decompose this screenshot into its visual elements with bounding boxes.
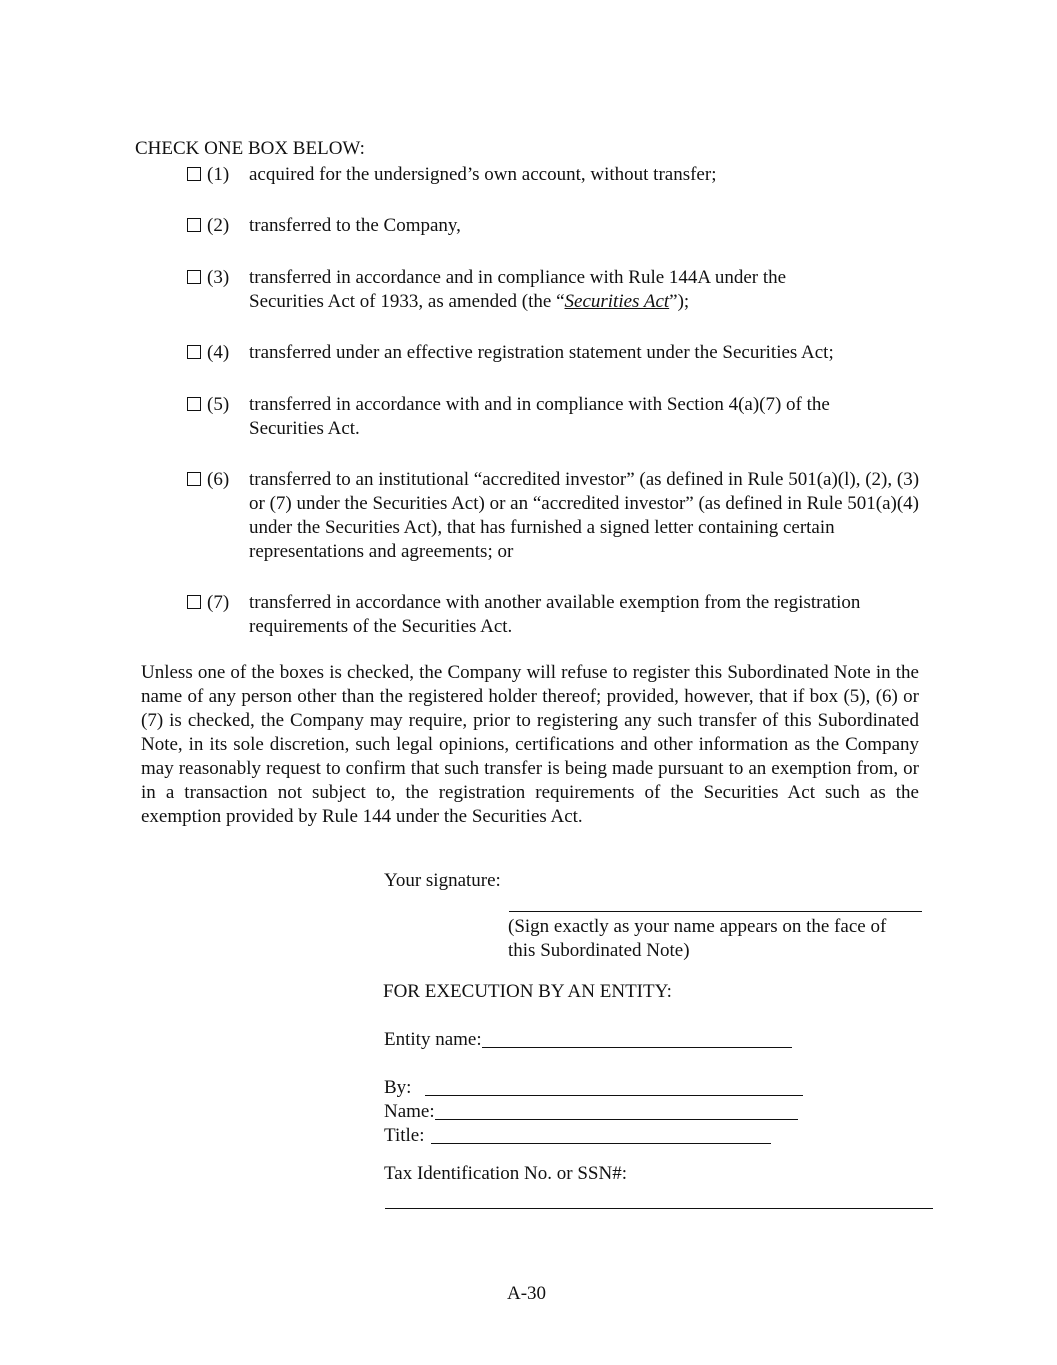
signature-note-line-2: this Subordinated Note) — [508, 940, 690, 961]
defined-term-securities-act: Securities Act — [564, 291, 670, 312]
checkbox-1[interactable] — [187, 167, 201, 181]
signature-note-line-1: (Sign exactly as your name appears on the face of — [508, 916, 887, 937]
by-row — [384, 1076, 803, 1100]
option-number: (4) — [207, 342, 230, 363]
checkbox-7[interactable] — [187, 595, 201, 609]
name-field[interactable] — [435, 1101, 798, 1120]
option-text: transferred to the Company, — [249, 215, 461, 236]
entity-heading: FOR EXECUTION BY AN ENTITY: — [383, 981, 672, 1002]
by-field[interactable] — [425, 1077, 803, 1096]
option-text-part: ”); — [669, 291, 690, 312]
option-number: (6) — [207, 469, 230, 490]
option-text: acquired for the undersigned’s own account, without transfer; — [249, 164, 717, 185]
checkbox-3[interactable] — [187, 270, 201, 284]
title-row — [384, 1124, 771, 1148]
option-text-part: transferred in accordance and in compliance with Rule 144A under the Securities Act of 1933, as amended (the “ — [249, 267, 787, 312]
entity-name-row — [384, 1028, 792, 1052]
by-label: By: — [384, 1077, 412, 1098]
entity-name-label: Entity name: — [384, 1029, 482, 1050]
option-number: (1) — [207, 164, 230, 185]
option-number: (3) — [207, 267, 230, 288]
option-text: transferred to an institutional “accredited investor” (as defined in Rule 501(a)(l), (2), (3) or (7) under the Securities Act) or an “accredited investor” (as defined in Rule 501(a)(4) under the Securities Act), that has furnished a signed letter containing certain representations and agreements; or — [249, 469, 920, 562]
transfer-paragraph: Unless one of the boxes is checked, the Company will refuse to register this Subordinated Note in the name of any person other than the registered holder thereof; provided, however, that if box (5), (6) or (7) is checked, the Company may require, prior to registering any such transfer of this Subordinated Note, in its sole discretion, such legal opinions, certifications and other information as the Company may reasonably request to confirm that such transfer is being made pursuant to an exemption from, or in a transaction not subject to, the registration requirements of the Securities Act such as the exemption provided by Rule 144 under the Securities Act. — [141, 662, 919, 827]
name-row — [384, 1100, 798, 1124]
section-heading: CHECK ONE BOX BELOW: — [135, 138, 365, 159]
tax-id-line[interactable] — [385, 1208, 933, 1209]
option-number: (5) — [207, 394, 230, 415]
signature-line[interactable] — [509, 911, 922, 912]
page-number: A-30 — [507, 1283, 547, 1304]
checkbox-6[interactable] — [187, 472, 201, 486]
option-number: (2) — [207, 215, 230, 236]
title-label: Title: — [384, 1125, 425, 1146]
option-text — [249, 266, 849, 314]
title-field[interactable] — [431, 1125, 771, 1144]
tax-id-label: Tax Identification No. or SSN#: — [384, 1163, 627, 1184]
option-number: (7) — [207, 592, 230, 613]
option-text: transferred in accordance with another available exemption from the registration requirements of the Securities Act. — [249, 592, 861, 637]
checkbox-5[interactable] — [187, 397, 201, 411]
option-text: transferred under an effective registration statement under the Securities Act; — [249, 342, 834, 363]
signature-label: Your signature: — [384, 870, 501, 891]
entity-name-field[interactable] — [482, 1029, 792, 1048]
checkbox-4[interactable] — [187, 345, 201, 359]
option-text: transferred in accordance with and in compliance with Section 4(a)(7) of the Securities Act. — [249, 394, 830, 439]
name-label: Name: — [384, 1101, 435, 1122]
checkbox-2[interactable] — [187, 218, 201, 232]
